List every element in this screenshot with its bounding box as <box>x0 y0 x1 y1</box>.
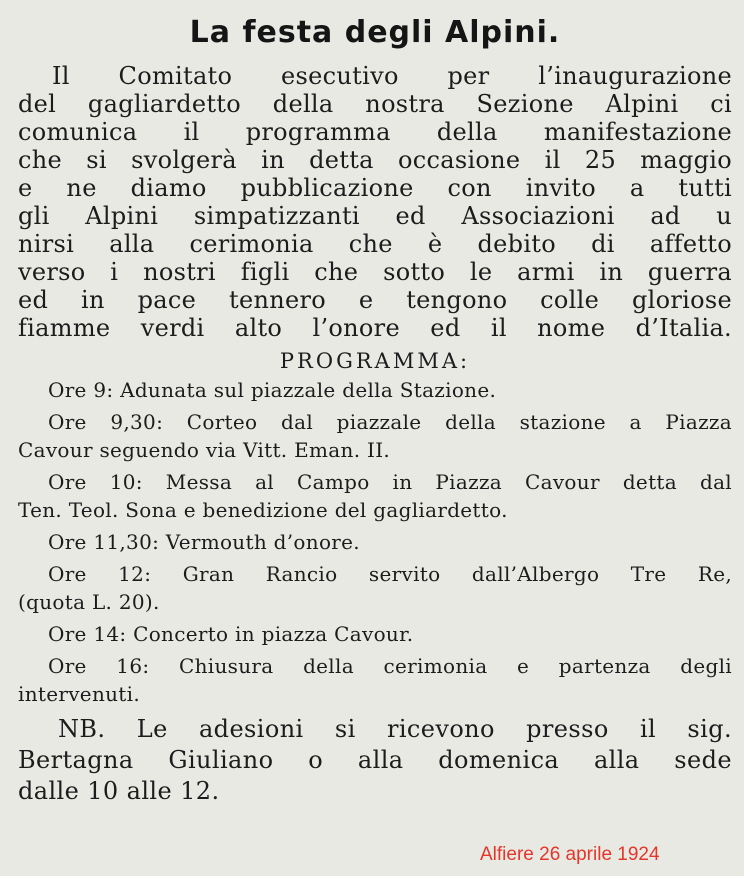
intro-line: ed in pace tennero e tengono colle gloriose <box>18 286 732 314</box>
program-item <box>18 560 732 616</box>
program-item-line: Ore 12: Gran Rancio servito dall’Albergo Tre Re, <box>48 562 732 586</box>
program-item-line: Ore 14: Concerto in piazza Cavour. <box>48 622 414 646</box>
nb-line: Bertagna Giuliano o alla domenica alla sede <box>18 746 732 774</box>
program-item-line: Ore 10: Messa al Campo in Piazza Cavour detta dal <box>48 470 732 494</box>
intro-line: verso i nostri figli che sotto le armi in guerra <box>18 258 732 286</box>
program-item-line: intervenuti. <box>18 682 140 706</box>
program-item <box>18 408 732 464</box>
program-item-line: (quota L. 20). <box>18 590 160 614</box>
source-caption: Alfiere 26 aprile 1924 <box>480 844 660 865</box>
program-item <box>18 620 732 648</box>
program-item-line: Ore 9,30: Corteo dal piazzale della stazione a Piazza <box>48 410 732 434</box>
program-item <box>18 376 732 404</box>
intro-line: comunica il programma della manifestazione <box>18 118 732 146</box>
program-item-line: Cavour seguendo via Vitt. Eman. II. <box>18 438 391 462</box>
program-item <box>18 652 732 708</box>
nb-line: NB. Le adesioni si ricevono presso il sig. <box>58 715 732 743</box>
program-item <box>18 528 732 556</box>
intro-line: del gagliardetto della nostra Sezione Alpini ci <box>18 90 732 118</box>
nb-line: dalle 10 alle 12. <box>18 777 220 805</box>
article-headline: La festa degli Alpini. <box>189 15 561 50</box>
program-list <box>18 376 732 708</box>
intro-line: Il Comitato esecutivo per l’inaugurazione <box>52 62 732 90</box>
program-title: PROGRAMMA: <box>279 349 471 373</box>
article-intro-paragraph <box>18 62 732 342</box>
program-item <box>18 468 732 524</box>
intro-line: che si svolgerà in detta occasione il 25 maggio <box>18 146 732 174</box>
intro-line: gli Alpini simpatizzanti ed Associazioni ad u <box>18 202 732 230</box>
program-item-line: Ten. Teol. Sona e benedizione del gagliardetto. <box>18 498 508 522</box>
program-item-line: Ore 9: Adunata sul piazzale della Stazione. <box>48 378 497 402</box>
nota-bene-paragraph <box>18 714 732 807</box>
intro-line: e ne diamo pubblicazione con invito a tutti <box>18 174 732 202</box>
intro-line: fiamme verdi alto l’onore ed il nome d’Italia. <box>18 314 732 342</box>
program-item-line: Ore 11,30: Vermouth d’onore. <box>48 530 360 554</box>
intro-line: nirsi alla cerimonia che è debito di affetto <box>18 230 732 258</box>
program-item-line: Ore 16: Chiusura della cerimonia e partenza degli <box>48 654 732 678</box>
